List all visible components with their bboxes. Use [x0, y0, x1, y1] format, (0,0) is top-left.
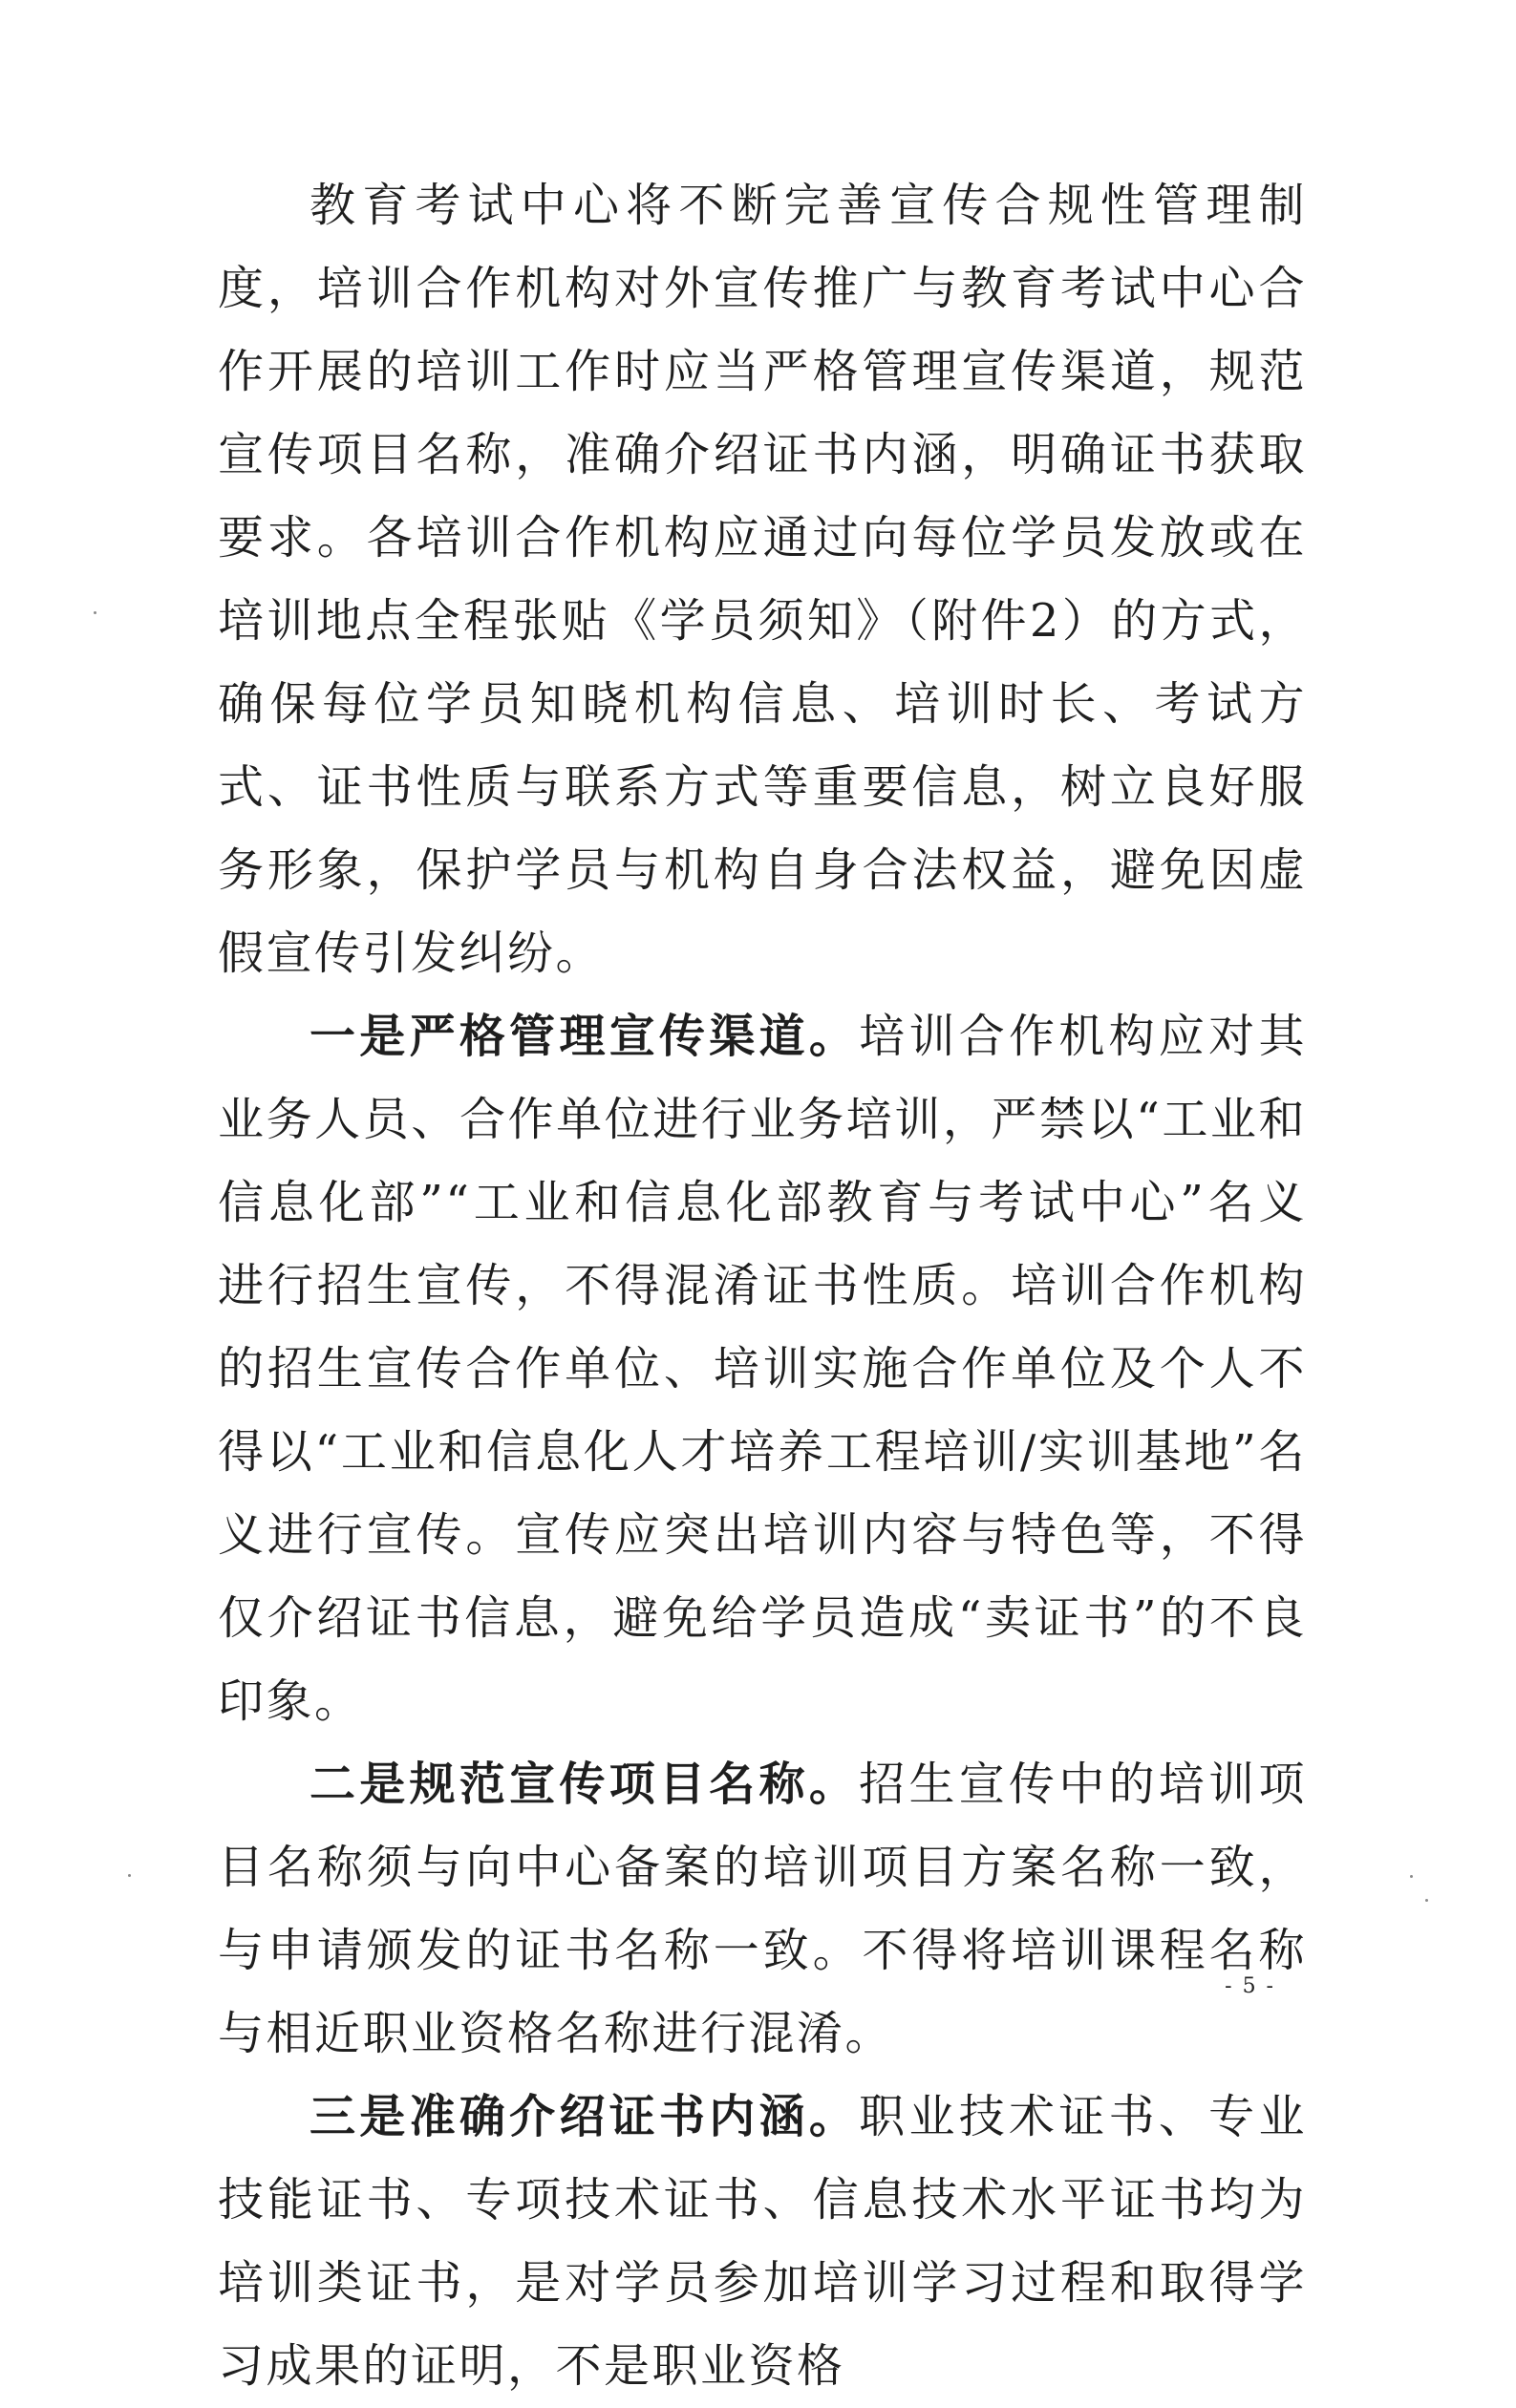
- paragraph-lead: 一是严格管理宣传渠道。: [310, 1010, 860, 1063]
- paragraph-certificate-meaning: [218, 2076, 1307, 2408]
- paragraph-project-names: [218, 1743, 1307, 2076]
- document-body: [218, 164, 1307, 2408]
- paragraph-intro: [218, 164, 1307, 995]
- scan-speck: [94, 611, 96, 614]
- paragraph-text: 教育考试中心将不断完善宣传合规性管理制度，培训合作机构对外宣传推广与教育考试中心合作开展的培训工作时应当严格管理宣传渠道，规范宣传项目名称，准确介绍证书内涵，明确证书获取要求。各培训合作机构应通过向每位学员发放或在培训地点全程张贴《学员须知》（附件2）的方式，确保每位学员知晓机构信息、培训时长、考试方式、证书性质与联系方式等重要信息，树立良好服务形象，保护学员与机构自身合法权益，避免因虚假宣传引发纠纷。: [218, 179, 1307, 980]
- paragraph-text: 培训合作机构应对其业务人员、合作单位进行业务培训，严禁以“工业和信息化部”“工业和信息化部教育与考试中心”名义进行招生宣传，不得混淆证书性质。培训合作机构的招生宣传合作单位、培训实施合作单位及个人不得以“工业和信息化人才培养工程培训/实训基地”名义进行宣传。宣传应突出培训内容与特色等，不得仅介绍证书信息，避免给学员造成“卖证书”的不良印象。: [218, 1010, 1307, 1728]
- scan-speck: [1425, 1899, 1428, 1902]
- paragraph-channels: [218, 995, 1307, 1743]
- page-number: - 5 -: [1225, 1974, 1275, 1998]
- paragraph-text: 职业技术证书、专业技能证书、专项技术证书、信息技术水平证书均为培训类证书，是对学员参加培训学习过程和取得学习成果的证明，不是职业资格: [218, 2090, 1307, 2393]
- paragraph-lead: 三是准确介绍证书内涵。: [310, 2090, 860, 2143]
- paragraph-lead: 二是规范宣传项目名称。: [310, 1758, 860, 1811]
- scan-speck: [1410, 1875, 1413, 1878]
- paragraph-text: 招生宣传中的培训项目名称须与向中心备案的培训项目方案名称一致，与申请颁发的证书名称一致。不得将培训课程名称与相近职业资格名称进行混淆。: [218, 1758, 1307, 2060]
- scan-speck: [128, 1874, 131, 1877]
